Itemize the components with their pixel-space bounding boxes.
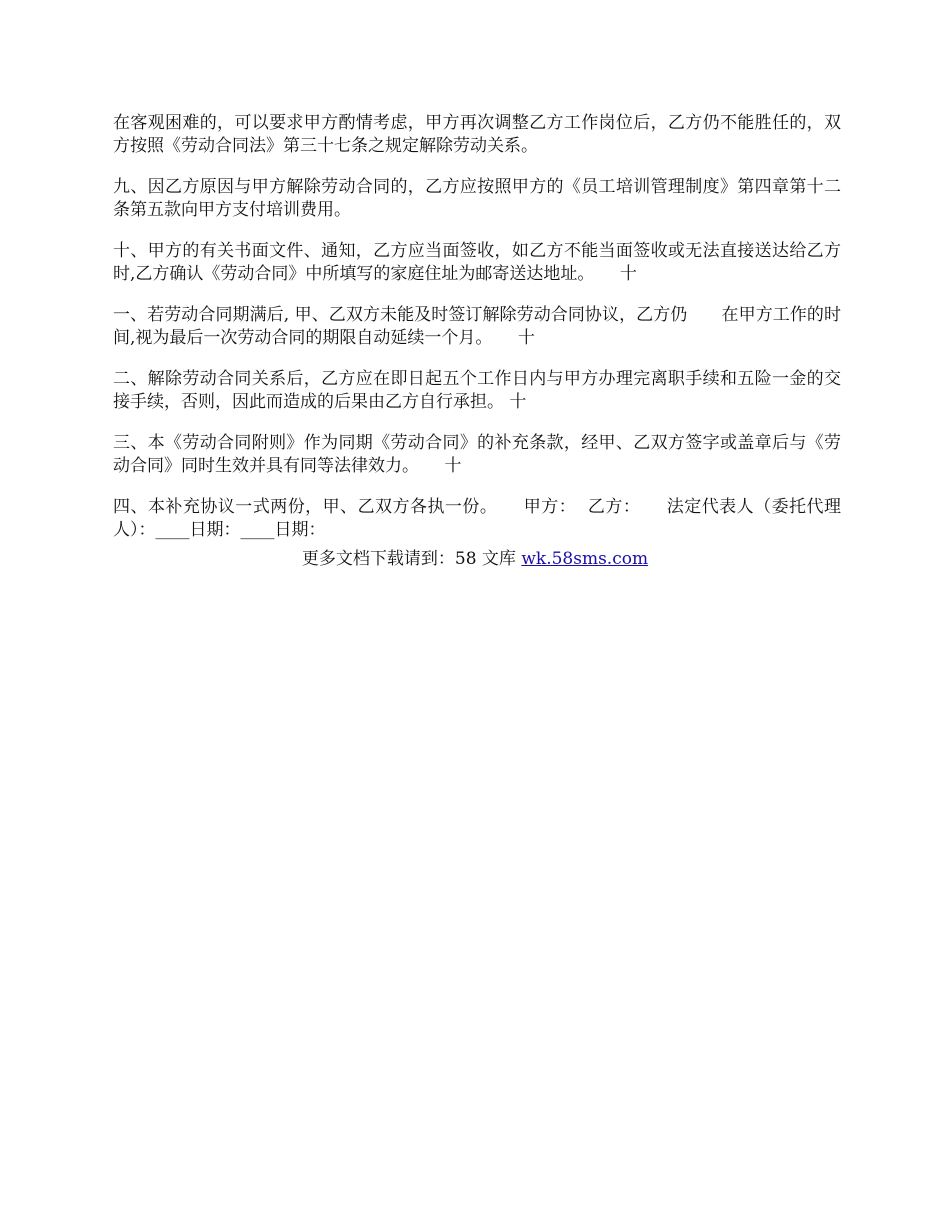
paragraph-clause-13: 三、本《劳动合同附则》作为同期《劳动合同》的补充条款，经甲、乙双方签字或盖章后与《劳动合同》同时生效并具有同等法律效力。 十 — [113, 433, 841, 476]
document-body — [113, 112, 841, 560]
footer-prefix: 更多文档下载请到：58 文库 — [301, 549, 522, 569]
paragraph-clause-11: 一、若劳动合同期满后, 甲、乙双方未能及时签订解除劳动合同协议，乙方仍 在甲方工作的时间,视为最后一次劳动合同的期限自动延续一个月。 十 — [113, 305, 841, 348]
download-footer — [0, 548, 950, 571]
paragraph-clause-10: 十、甲方的有关书面文件、通知，乙方应当面签收，如乙方不能当面签收或无法直接送达给乙方时,乙方确认《劳动合同》中所填写的家庭住址为邮寄送达地址。 十 — [113, 241, 841, 284]
paragraph-clause-14-signature: 四、本补充协议一式两份，甲、乙双方各执一份。 甲方： 乙方： 法定代表人（委托代理人）：____日期：____日期： — [113, 497, 841, 540]
paragraph-clause-9: 九、因乙方原因与甲方解除劳动合同的，乙方应按照甲方的《员工培训管理制度》第四章第十二条第五款向甲方支付培训费用。 — [113, 177, 841, 220]
paragraph-clause-12: 二、解除劳动合同关系后，乙方应在即日起五个工作日内与甲方办理完离职手续和五险一金的交接手续，否则，因此而造成的后果由乙方自行承担。 十 — [113, 369, 841, 412]
footer-link[interactable]: wk.58sms.com — [521, 549, 649, 569]
paragraph-continuation: 在客观困难的，可以要求甲方酌情考虑，甲方再次调整乙方工作岗位后，乙方仍不能胜任的，双方按照《劳动合同法》第三十七条之规定解除劳动关系。 — [113, 113, 841, 156]
